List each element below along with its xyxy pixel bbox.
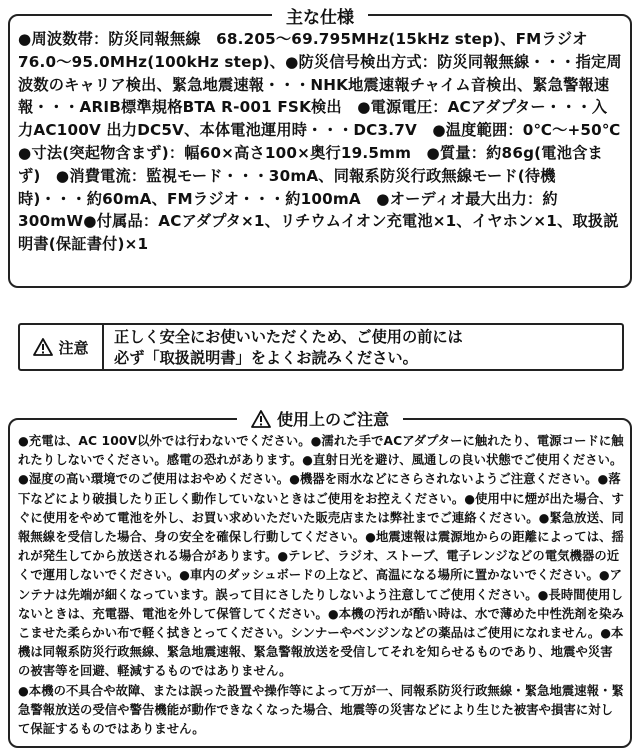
caution-message bbox=[114, 327, 616, 369]
notes-title: 使用上のご注意 bbox=[276, 410, 390, 429]
notes-box bbox=[8, 410, 632, 748]
spec-title: 主な仕様 bbox=[272, 3, 368, 28]
notes-title-wrap bbox=[237, 407, 403, 430]
notes-body: ●充電は、AC 100V以外では行わないでください。●濡れた手でACアダプターに触れたり、電源コードに触れたりしないでください。感電の恐れがあります。●直射日光を避け、風通しの良い状態でご使用ください。●湿度の高い環境でのご使用はおやめください。●機器を雨水などにさらされないようご注意ください。●落下などにより破損したり正しく動作していないときはご使用をお控えください。●使用中に煙が出た場合、すぐに使用をやめて電池を外し、お買い求めいただいた販売店または弊社までご連絡ください。●緊急放送、同報無線を受信した場合、身の安全を確保し行動してください。●地震速報は震源地からの距離によっては、揺れが発生してから放送される場合があります。●テレビ、ラジオ、ストーブ、電子レンジなどの電気機器の近くで運用しないでください。●車内のダッシュボードの上など、高温になる場所に置かないでください。●アンテナは先端が細くなっています。誤って目にさしたりしないよう注意してご使用ください。●長時間使用しないときは、充電器、電池を外して保管してください。●本機の汚れが酷い時は、水で薄めた中性洗剤を染みこませた柔らかい布で軽く拭きとってください。シンナーやベンジンなどの薬品はご使用になれません。●本機は同報系防災行政無線、緊急地震速報、緊急警報放送を受信してそれを知らせるものであり、地震や災害の被害等を回避、軽減するものではありません。 ●本機の不具合や故障、または誤った設置や操作等によって万が一、同報系防災行政無線・緊急地震速報・緊急警報放送の受信や警告機能が動作できなくなった場合、地震等の災害などにより生じた被害や損害に対して保証するものではありません。 bbox=[18, 434, 624, 737]
warning-icon bbox=[33, 338, 53, 356]
caution-line-1: 正しく安全にお使いいただくため、ご使用の前には bbox=[114, 328, 463, 346]
caution-line-2: 必ず「取扱説明書」をよくお読みください。 bbox=[114, 349, 418, 367]
spec-box bbox=[8, 8, 636, 288]
caution-label-cell bbox=[20, 325, 104, 369]
warning-icon bbox=[251, 410, 271, 428]
caution-box bbox=[18, 323, 624, 371]
spec-body: ●周波数帯：防災同報無線 68.205〜69.795MHz(15kHz step)、FMラジオ 76.0〜95.0MHz(100kHz step)、●防災信号検出方式：防災同報無線・・・指定周波数のキャリア検出、緊急地震速報・・・NHK地震速報チャイム音検出、緊急警報速報・・・ARIB標準規格BTA R-001 FSK検出 ●電源電圧：ACアダプター・・・入力AC100V 出力DC5V、本体電池運用時・・・DC3.7V ●温度範囲：0℃〜+50℃ ●寸法(突起物含まず)：幅60×高さ100×奥行19.5mm ●質量：約86g(電池含まず) ●消費電流：監視モード・・・30mA、同報系防災行政無線モード(待機時)・・・約60mA、FMラジオ・・・約100mA ●オーディオ最大出力：約300mW●付属品：ACアダプタ×1、リチウムイオン充電池×1、イヤホン×1、取扱説明書(保証書付)×1 bbox=[18, 30, 636, 254]
caution-label: 注意 bbox=[58, 338, 89, 357]
